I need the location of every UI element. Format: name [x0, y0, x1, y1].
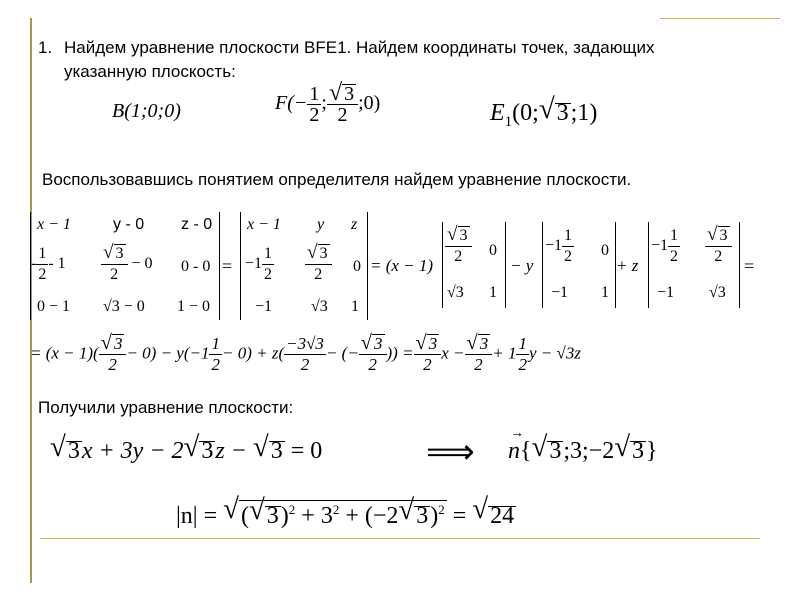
- minor-2: [542, 222, 616, 308]
- minor2-b: 0: [601, 242, 609, 259]
- result-label: Получили уравнение плоскости:: [38, 398, 294, 417]
- minor2-d: 1: [601, 284, 609, 301]
- normal-a: 3: [549, 438, 562, 464]
- slide-top-rule: [660, 18, 780, 19]
- point-f: [275, 80, 381, 126]
- equals-2: =: [744, 256, 755, 276]
- l2-f7-num: 1: [518, 334, 527, 353]
- point-f-prefix: F(−: [275, 92, 308, 115]
- normal-vector: → n{√3;3;−2√3}: [508, 426, 658, 464]
- l2-p4: − (−: [325, 343, 359, 363]
- l2-p1: = (x − 1)(: [30, 343, 99, 363]
- slide-bottom-rule: [40, 538, 760, 539]
- point-e-suffix: ;1): [570, 100, 598, 126]
- norm-radicand: $(√3)^2 + 3^2 + (-2√3)^2$: [240, 494, 445, 529]
- norm-plus: + 3: [301, 503, 333, 529]
- normal-close: }: [646, 438, 658, 464]
- det1-r2-c1-pre: -: [31, 255, 37, 273]
- det2-r2-c1-den: 2: [264, 266, 273, 283]
- det2-r2-c1-num: 1: [262, 244, 274, 265]
- det2-r2-c1: [245, 244, 274, 285]
- l2-f4-den: 2: [368, 355, 377, 374]
- norm-rhs-eq: =: [452, 503, 467, 529]
- det1-r2-c1-post: - 1: [48, 255, 66, 273]
- l2-f3-den: 2: [300, 355, 310, 374]
- header-line1: Найдем уравнение плоскости BFE1. Найдем координаты точек, задающих: [64, 38, 655, 57]
- normal-open: {: [520, 438, 532, 464]
- l2-f6-sqrt: 3: [479, 334, 489, 353]
- norm-left: |n| =: [176, 503, 218, 529]
- point-b: B(1;0;0): [112, 100, 181, 122]
- det1-r3-c3: 1 − 0: [177, 298, 211, 315]
- norm-rhs: 24: [490, 503, 515, 529]
- implies-arrow: ⟹: [426, 434, 475, 471]
- minor-3: −1 $\frac{1}{2}$ $\frac{√ 3}{2}$ −1 √3: [648, 222, 740, 308]
- point-e-label: E: [490, 100, 505, 126]
- expansion-term-2: − y: [510, 256, 534, 275]
- point-f-sep: ;: [321, 92, 327, 115]
- l2-f7-den: 2: [518, 355, 527, 374]
- l2-f3-num: −3√3: [286, 334, 324, 353]
- norm-exp1: 2: [288, 502, 296, 517]
- l2-f5-sqrt: 3: [428, 334, 438, 353]
- plane-eq-b-var: z −: [215, 438, 247, 464]
- l2-f6-den: 2: [474, 355, 483, 374]
- point-f-frac1-den: 2: [309, 104, 320, 126]
- normal-norm: $|n| = √(√3)^2 + 3^2 + (-2√3)^2 = √24$: [176, 493, 515, 529]
- det1-r2-c1-num: 1: [36, 244, 48, 265]
- point-e-prefix: (0;: [512, 100, 539, 126]
- minor3-c: −1: [657, 284, 675, 301]
- det1-r2-c3: 0 - 0: [181, 258, 211, 275]
- minor3-a-num: 1: [668, 226, 680, 247]
- det2-r2-c2: $\frac{√ 3}{2}$: [305, 244, 332, 285]
- det2-r3-c1: −1: [255, 298, 273, 315]
- point-f-frac2-den: 2: [337, 104, 348, 126]
- minor3-a-den: 2: [670, 248, 679, 265]
- det1-r3-c2: √3 − 0: [103, 298, 145, 315]
- det2-r1-c3: z: [351, 216, 358, 233]
- minor2-a-num: 1: [562, 226, 574, 247]
- norm-b: 3: [416, 503, 429, 529]
- plane-eq-b: 3: [201, 438, 214, 464]
- minor2-a-pre: −1: [545, 237, 563, 255]
- point-f-suffix: ;0): [358, 92, 381, 115]
- determinant-2: [240, 212, 368, 320]
- det1-r2-c2: $\frac{√ 3}{2}$ − 0: [103, 242, 153, 283]
- l2-p8: y − √3z: [528, 343, 581, 363]
- det2-r1-c2: y: [317, 216, 325, 233]
- l2-p7: + 1: [492, 343, 517, 363]
- norm-p1: ): [280, 503, 289, 529]
- point-e-sqrt: 3: [556, 100, 569, 126]
- l2-f1-den: 2: [108, 355, 117, 374]
- l2-f2-num: 1: [211, 334, 220, 353]
- det1-r2-c2-sqrt: 3: [115, 245, 124, 262]
- normal-b: 3: [632, 438, 645, 464]
- det2-r3-c2: √3: [311, 298, 328, 315]
- header-line2: указанную плоскость:: [64, 62, 236, 81]
- norm-open: (: [240, 503, 249, 529]
- norm-exp2: 2: [332, 502, 340, 517]
- minor1-b: 0: [489, 242, 497, 259]
- point-f-frac1: [307, 84, 321, 125]
- det1-r2-c1: [31, 244, 66, 285]
- expansion-term-3: + z: [616, 256, 639, 275]
- minor3-b-den: 2: [714, 248, 723, 265]
- item-number: 1.: [38, 38, 53, 57]
- point-e1: $E_1(0;√3;1)$: [490, 93, 598, 130]
- l2-p5: )) =: [386, 343, 414, 363]
- det2-r2-c2-den: 2: [314, 266, 323, 283]
- minor1-a-sqrt: 3: [459, 227, 468, 244]
- det1-r3-c1: 0 − 1: [37, 298, 71, 315]
- determinant-1: [30, 212, 220, 320]
- det1-r2-c2-den: 2: [110, 266, 119, 283]
- det1-r2-c1-den: 2: [38, 266, 47, 283]
- l2-f1-sqrt: 3: [113, 334, 123, 353]
- expansion-term-1: = (x − 1): [370, 256, 434, 275]
- point-f-sqrt: 3: [344, 83, 355, 105]
- minor1-c: √3: [447, 284, 464, 301]
- minor3-d: √3: [709, 284, 726, 301]
- plane-equation: √3x + 3y − 2√3z − √3 = 0: [50, 431, 323, 464]
- normal-vector-letter: n: [508, 438, 520, 464]
- equals-1: =: [222, 256, 233, 276]
- l2-p3: − 0) + z(: [221, 343, 285, 363]
- point-e-sub: 1: [504, 113, 513, 130]
- norm-a: 3: [266, 503, 279, 529]
- det2-r1-c1: x − 1: [247, 216, 281, 233]
- norm-exp3: 2: [438, 502, 445, 517]
- l2-f4-sqrt: 3: [374, 334, 383, 353]
- det1-r1-c1: x − 1: [37, 216, 71, 233]
- det2-r3-c3: 1: [351, 298, 359, 315]
- l2-f2-den: 2: [211, 355, 220, 374]
- plane-eq-a-var: x + 3y − 2: [81, 438, 184, 464]
- determinant-intro: Воспользовавшись понятием определителя найдем уравнение плоскости.: [42, 170, 632, 189]
- point-f-frac1-num: 1: [309, 83, 320, 105]
- normal-vector-name: [508, 426, 524, 464]
- l2-p6: x −: [441, 343, 465, 363]
- plane-eq-rhs: = 0: [290, 438, 323, 464]
- norm-p3: ): [430, 503, 439, 529]
- vector-arrow-icon: →: [510, 426, 524, 441]
- minor3-b-sqrt: 3: [719, 227, 728, 244]
- minor2-c: −1: [551, 284, 569, 301]
- det1-r1-c3: z - 0: [181, 216, 213, 233]
- l2-f5-den: 2: [423, 355, 432, 374]
- minor1-a-den: 2: [454, 248, 463, 265]
- minor3-a-pre: −1: [651, 237, 669, 255]
- expansion-line-2: = (x − 1)( $\frac{√ 3}{2}$ − 0) − y(−1 $\frac{1}{2}$ − 0) + z( $\frac{-3√3}{2}$ − (− $\frac{√ 3}{2}$ )) = $\frac{√ 3}{2}$ x − $\frac{√ 3}{2}$ + 1 $\frac{1}{2}$ y − √3z: [30, 332, 581, 374]
- normal-sep1: ;3;−2: [563, 438, 615, 464]
- plane-eq-a: 3: [67, 438, 80, 464]
- l2-p2: − 0) − y(−1: [126, 343, 210, 363]
- point-f-frac2: $\frac{√ 3}{2}$: [327, 84, 358, 125]
- det2-r2-c2-sqrt: 3: [319, 245, 328, 262]
- det1-r1-c2: y - 0: [113, 216, 145, 233]
- minor-1: $\frac{√ 3}{2}$ 0 √3 1: [442, 222, 506, 308]
- norm-p2: + (−2: [345, 503, 399, 529]
- minor2-a-den: 2: [564, 248, 573, 265]
- det2-r2-c3: 0: [353, 258, 361, 275]
- plane-eq-c: 3: [270, 438, 283, 464]
- det1-r2-c2-post: − 0: [131, 255, 153, 273]
- det2-r2-c1-pre: −1: [245, 255, 263, 273]
- minor1-d: 1: [489, 284, 497, 301]
